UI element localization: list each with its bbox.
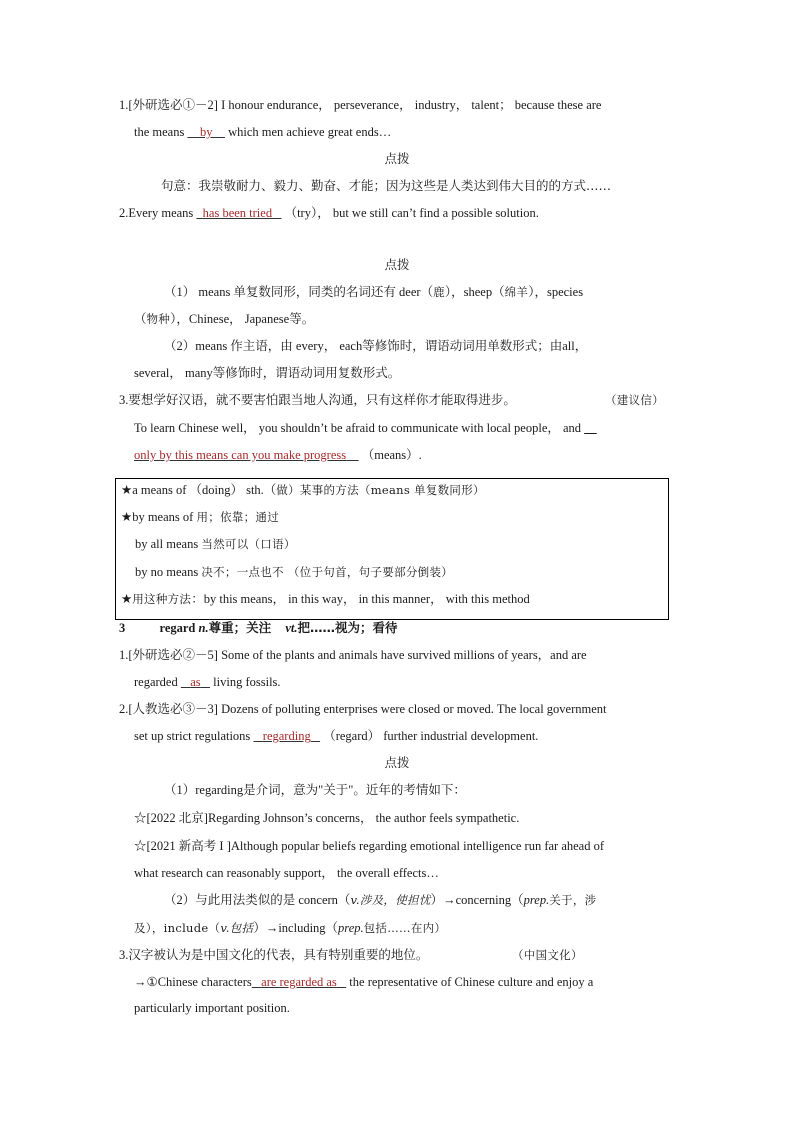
box-line3: by all means 当然可以（口语） xyxy=(135,537,296,551)
r1-line1: 1.[外研选必②－5] Some of the plants and animals have survived millions of years，and are xyxy=(119,648,587,662)
q1-line1: 1.[外研选必①－2] I honour endurance， perseverance， industry， talent； because these are xyxy=(119,98,602,112)
q1-pre: the means xyxy=(134,125,185,139)
box-line1: ★a means of （doing） sth.（做）某事的方法（means 单复数同形） xyxy=(121,483,485,497)
tip3-e1: ☆[2022 北京]Regarding Johnson’s concerns， the author feels sympathetic. xyxy=(134,811,520,825)
tip3-p1: （1）regarding是介词，意为"关于"。近年的考情如下： xyxy=(164,783,466,797)
tip2-p2-line2: several， many等修饰时，谓语动词用复数形式。 xyxy=(134,366,401,380)
tip3-heading: 点拨 xyxy=(384,755,410,770)
q1-answer-blank: by xyxy=(199,125,213,139)
r3-line3: particularly important position. xyxy=(134,1001,290,1015)
tip3-e2-line2: what research can reasonably support， the overall effects… xyxy=(134,866,439,880)
tip2-p2-line1: （2）means 作主语，由 every， each等修饰时，谓语动词用单数形式；由all， xyxy=(164,339,588,353)
tip1-text: 句意：我崇敬耐力、毅力、勤奋、才能；因为这些是人类达到伟大目的的方式…… xyxy=(161,178,612,193)
box-line4: by no means 决不；一点也不 （位于句首，句子要部分倒装） xyxy=(135,565,454,579)
q1-line2 xyxy=(134,123,391,141)
q2-answer-blank: has been tried xyxy=(202,206,273,220)
r3-line1: 3.汉字被认为是中国文化的代表，具有特别重要的地位。 xyxy=(119,948,429,962)
tip3-p2-line1: （2）与此用法类似的是 concern（v.涉及，使担忧）→concerning（prep.关于，涉 xyxy=(164,893,597,907)
box-line5: ★用这种方法：by this means， in this way， in this manner， with this method xyxy=(121,592,530,606)
tip1-heading: 点拨 xyxy=(384,151,410,166)
tip2-p1-line1: （1） means 单复数同形，同类的名词还有 deer（鹿），sheep（绵羊），species xyxy=(164,285,584,299)
box-line2: ★by means of 用；依靠；通过 xyxy=(121,510,280,524)
tip2-heading: 点拨 xyxy=(384,257,410,272)
r3-answer-blank: are regarded as xyxy=(261,975,337,989)
r3-line2: →①Chinese characters are regarded as the representative of Chinese culture and enjoy a xyxy=(134,975,594,989)
q3-line1: 3.要想学好汉语，就不要害怕跟当地人沟通，只有这样你才能取得进步。 xyxy=(119,393,516,407)
r1-answer-blank: as xyxy=(190,675,201,689)
r3-tag: （中国文化） xyxy=(512,948,583,962)
q3-line3: only by this means can you make progress （means）. xyxy=(134,448,422,462)
q3-answer-blank: only by this means can you make progress xyxy=(134,448,347,462)
q2-post: （try）， but we still can’t find a possible solution. xyxy=(284,206,539,220)
r2-line1: 2.[人教选必③－3] Dozens of polluting enterprises were closed or moved. The local government xyxy=(119,702,607,716)
q2-line xyxy=(119,204,539,222)
q1-post: which men achieve great ends… xyxy=(228,125,392,139)
q2-pre: 2.Every means xyxy=(119,206,194,220)
tip2-p1-line2: （物种），Chinese， Japanese等。 xyxy=(134,312,315,326)
r2-line2: set up strict regulations regarding （regard） further industrial development. xyxy=(134,729,539,743)
entry3-heading: 3 regard n.尊重；关注 vt.把……视为；看待 xyxy=(119,620,398,635)
tip3-e2-line1: ☆[2021 新高考 I ]Although popular beliefs regarding emotional intelligence run far ahead of xyxy=(134,839,605,853)
tip3-p2-line2: 及），include（v.包括）→including（prep.包括……在内） xyxy=(134,921,447,935)
r2-answer-blank: regarding xyxy=(262,729,311,743)
q3-line2: To learn Chinese well， you shouldn’t be afraid to communicate with local people， and xyxy=(134,421,582,435)
q3-tag: （建议信） xyxy=(605,393,664,407)
r1-line2: regarded as living fossils. xyxy=(134,675,281,689)
